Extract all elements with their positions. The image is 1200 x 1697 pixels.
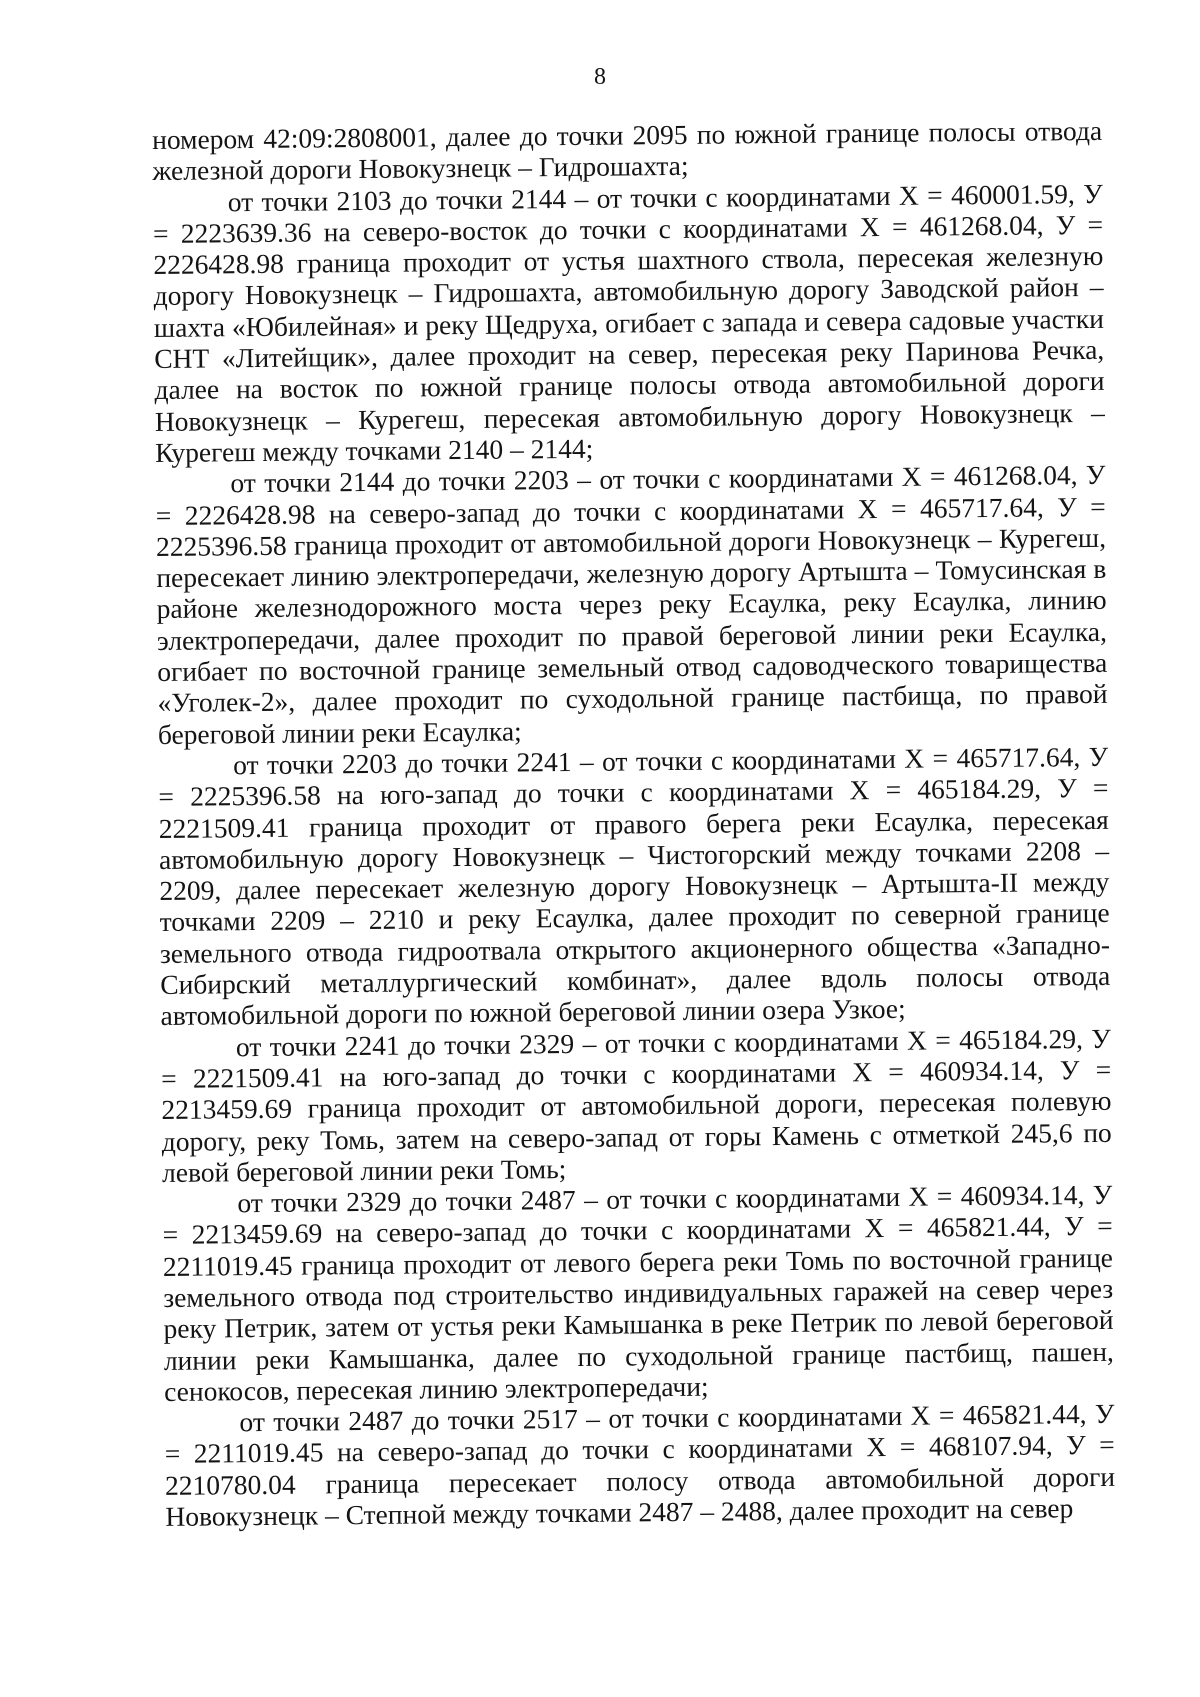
paragraph-2103-2144: от точки 2103 до точки 2144 – от точки с координатами Х = 460001.59, У = 2223639.36 на северо-восток до точки с координатами Х = 461268.04, У = 2226428.98 граница проходит от устья шахтного ствола, пересекая железную дорогу Новокузнецк – Гидрошахта, автомобильную дорогу Заводской район – шахта «Юбилейная» и реку Щедруха, огибает с запада и севера садовые участки СНТ «Литейщик», далее проходит на север, пересекая реку Паринова Речка, далее на восток по южной границе полосы отвода автомобильной дороги Новокузнецк – Курегеш, пересекая автомобильную дорогу Новокузнецк – Курегеш между точками 2140 – 2144; bbox=[152, 177, 1105, 468]
paragraph-2144-2203: от точки 2144 до точки 2203 – от точки с координатами Х = 461268.04, У = 2226428.98 на северо-запад до точки с координатами Х = 465717.64, У = 2225396.58 граница проходит от автомобильной дороги Новокузнецк – Курегеш, пересекает линию электропередачи, железную дорогу Артышта – Томусинская в районе железнодорожного моста через реку Есаулка, реку Есаулка, линию электропередачи, далее проходит по правой береговой линии реки Есаулка, огибает по восточной границе земельный отвод садоводческого товарищества «Уголек-2», далее проходит по суходольной границе пастбища, по правой береговой линии реки Есаулка; bbox=[155, 459, 1108, 750]
paragraph-2487-2517: от точки 2487 до точки 2517 – от точки с координатами Х = 465821.44, У = 2211019.45 на северо-запад до точки с координатами Х = 468107.94, У = 2210780.04 граница пересекает полосу отвода автомобильной дороги Новокузнецк – Степной между точками 2487 – 2488, далее проходит на север bbox=[164, 1397, 1116, 1532]
document-body bbox=[152, 115, 1115, 1532]
paragraph-2329-2487: от точки 2329 до точки 2487 – от точки с координатами Х = 460934.14, У = 2213459.69 на северо-запад до точки с координатами Х = 465821.44, У = 2211019.45 граница проходит от левого берега реки Томь по восточной границе земельного отвода под строительство индивидуальных гаражей на север через реку Петрик, затем от устья реки Камышанка в реке Петрик по левой береговой линии реки Камышанка, далее по суходольной границе пастбищ, пашен, сенокосов, пересекая линию электропередачи; bbox=[162, 1178, 1114, 1407]
paragraph-2203-2241: от точки 2203 до точки 2241 – от точки с координатами Х = 465717.64, У = 2225396.58 на юго-запад до точки с координатами Х = 465184.29, У = 2221509.41 граница проходит от правого берега реки Есаулка, пересекая автомобильную дорогу Новокузнецк – Чистогорский между точками 2208 – 2209, далее пересекает железную дорогу Новокузнецк – Артышта-II между точками 2209 – 2210 и реку Есаулка, далее проходит по северной границе земельного отвода гидроотвала открытого акционерного общества «Западно-Сибирский металлургический комбинат», далее вдоль полосы отвода автомобильной дороги по южной береговой линии озера Узкое; bbox=[158, 740, 1111, 1032]
paragraph-2241-2329: от точки 2241 до точки 2329 – от точки с координатами Х = 465184.29, У = 2221509.41 на юго-запад до точки с координатами Х = 460934.14, У = 2213459.69 граница проходит от автомобильной дороги, пересекая полевую дорогу, реку Томь, затем на северо-запад от горы Камень с отметкой 245,6 по левой береговой линии реки Томь; bbox=[161, 1022, 1112, 1188]
page-number: 8 bbox=[594, 64, 606, 90]
paragraph-continuation: номером 42:09:2808001, далее до точки 2095 по южной границе полосы отвода железной дороги Новокузнецк – Гидрошахта; bbox=[152, 114, 1103, 187]
